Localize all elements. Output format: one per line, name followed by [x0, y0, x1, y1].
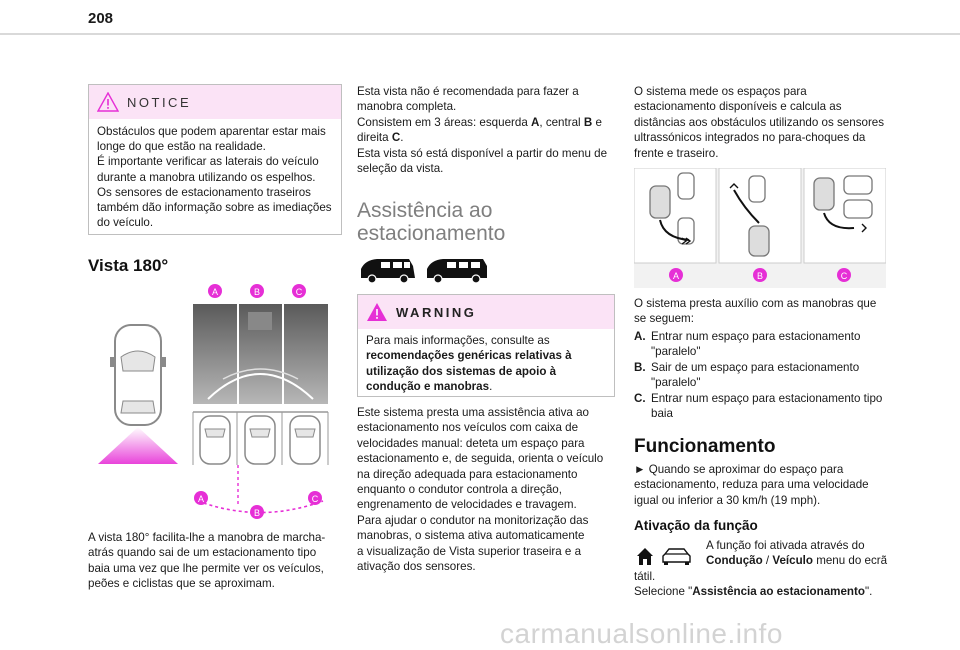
body-line: Para ajudar o condutor na monitorização das	[357, 513, 589, 527]
caption-line: atrás quando sai de um estacionamento tipo	[88, 546, 317, 560]
svg-text:B: B	[253, 508, 261, 518]
warning-line: condução e manobras.	[366, 380, 493, 394]
intro-line: O sistema presta auxílio com as manobras que	[634, 297, 877, 310]
intro-line: seleção da vista.	[357, 162, 444, 176]
warning-line: utilização dos sistemas de apoio à	[366, 364, 557, 378]
intro-line-right: direita C.	[357, 131, 404, 145]
body-line: enquanto o condutor controla a direção,	[357, 483, 562, 497]
assist-title-line: estacionamento	[357, 222, 506, 245]
caption-line: baia uma vez que lhe permite ver os veículos,	[88, 561, 324, 575]
vista-heading: Vista 180°	[88, 256, 169, 275]
warning-triangle-icon	[366, 302, 388, 322]
vista-caption	[88, 530, 348, 592]
body-line: ativação dos sensores.	[357, 560, 476, 574]
ativacao-line: tátil.	[634, 570, 656, 583]
label-b-top	[250, 284, 264, 298]
funcionamento-line: estacionamento, reduza para uma velocidade	[634, 478, 869, 492]
label-c-bottom	[308, 491, 322, 505]
notice-header	[89, 85, 341, 119]
label-c-top	[292, 284, 306, 298]
warning-title: WARNING	[396, 304, 477, 320]
body-line: estacionamento e, de seguida, orienta o veículo	[357, 452, 604, 466]
svg-text:B: B	[756, 271, 764, 281]
svg-text:C: C	[840, 271, 848, 281]
van-icon	[361, 259, 415, 283]
car-menu-icon	[663, 549, 690, 565]
svg-text:A: A	[197, 494, 205, 504]
list-item: A. Entrar num espaço para estacionamento "paralelo"	[634, 330, 861, 359]
body-line: na direção adequada para estacionamento	[357, 467, 578, 481]
car-rear-view	[98, 325, 178, 464]
ativacao-line: Condução / Veículo menu do ecrã	[706, 554, 888, 568]
vehicle-icons	[357, 256, 489, 286]
notice-box	[88, 84, 342, 235]
ativacao-heading: Ativação da função	[634, 518, 758, 533]
svg-text:C: C	[311, 494, 319, 504]
notice-line: longe do que estão na realidade.	[97, 140, 266, 154]
intro-line: ultrassónicos integrados no para-choques da	[634, 131, 866, 145]
warning-line: recomendações genéricas relativas à	[366, 349, 572, 363]
caption-line: peões e ciclistas que se aproximam.	[88, 577, 275, 591]
warning-triangle-icon	[97, 92, 119, 112]
parking-maneuvers-figure	[634, 168, 886, 288]
warning-line: Para mais informações, consulte as	[366, 334, 550, 347]
body-line: estacionamento nos veículos com caixa de	[357, 421, 579, 435]
vista-180-figure	[88, 279, 342, 527]
ativacao-line: Selecione "Assistência ao estacionamento".	[634, 585, 873, 599]
funcionamento-line: ► Quando se aproximar do espaço para	[634, 463, 844, 476]
watermark: carmanualsonline.info	[500, 618, 783, 649]
intro-line: Esta vista não é recomendada para fazer a	[357, 85, 579, 98]
list-item: B. Sair de um espaço para estacionamento "paralelo"	[634, 360, 860, 390]
list-item: C. Entrar num espaço para estacionamento tipo baia	[634, 391, 883, 421]
intro-line: Esta vista só está disponível a partir do menu de	[357, 146, 608, 160]
body-line: a visualização de Vista superior traseira e a	[357, 544, 582, 558]
col3-intro	[634, 84, 899, 161]
svg-text:A: A	[672, 271, 680, 281]
body-line: manobras, o sistema ativa automaticamente	[357, 529, 585, 543]
notice-line: Os sensores de estacionamento traseiros	[97, 185, 311, 199]
col2-intro	[357, 84, 622, 176]
warning-body	[358, 329, 614, 399]
warning-header	[358, 295, 614, 329]
label-a	[669, 268, 683, 282]
assist-title-line: Assistência ao	[357, 199, 493, 222]
col2-body	[357, 405, 622, 574]
notice-body	[89, 119, 341, 235]
notice-line: do veículo.	[97, 216, 154, 230]
assist-title	[357, 199, 505, 245]
intro-line-areas: Consistem em 3 áreas: esquerda A, central B e	[357, 115, 602, 129]
svg-text:A: A	[211, 287, 219, 297]
label-a-top	[208, 284, 222, 298]
intro-line: estacionamento disponíveis e calcula as	[634, 100, 842, 114]
intro-line: frente e traseiro.	[634, 146, 719, 160]
notice-title: NOTICE	[127, 94, 192, 110]
intro-line: se seguem:	[634, 312, 694, 326]
ativacao-text-right	[706, 538, 906, 569]
top-divider	[0, 33, 960, 35]
label-a-bottom	[194, 491, 208, 505]
body-line: Este sistema presta uma assistência ativa ao	[357, 406, 589, 419]
body-line: engrenamento de velocidades e travagem.	[357, 498, 577, 512]
page-number: 208	[88, 10, 114, 27]
camera-view	[193, 304, 328, 404]
col3-list-intro	[634, 296, 899, 327]
home-icon	[637, 548, 653, 565]
label-b-bottom	[250, 505, 264, 519]
menu-icons	[634, 544, 694, 568]
label-b	[753, 268, 767, 282]
warning-box	[357, 294, 615, 397]
notice-line: também dão informação sobre as imediações	[97, 201, 332, 215]
ativacao-line: A função foi ativada através do	[706, 539, 865, 552]
van-long-icon	[427, 259, 487, 283]
notice-line: Obstáculos que podem aparentar estar mais	[97, 125, 326, 138]
notice-line: É importante verificar as laterais do veículo	[97, 155, 319, 169]
notice-line: durante a manobra utilizando os espelhos.	[97, 170, 316, 184]
funcionamento-body	[634, 462, 899, 508]
funcionamento-line: igual ou inferior a 30 km/h (19 mph).	[634, 493, 821, 507]
caption-line: A vista 180° facilita-lhe a manobra de marcha-	[88, 531, 326, 544]
parking-bays	[193, 412, 328, 513]
intro-line: distâncias aos obstáculos utilizando os sensores	[634, 115, 885, 129]
intro-line: manobra completa.	[357, 100, 457, 114]
svg-text:C: C	[295, 287, 303, 297]
intro-line: O sistema mede os espaços para	[634, 85, 807, 98]
ativacao-text-bottom	[634, 569, 899, 600]
maneuver-list	[634, 329, 894, 421]
body-line: velocidades manual: deteta um espaço para	[357, 436, 585, 450]
label-c	[837, 268, 851, 282]
svg-text:B: B	[253, 287, 261, 297]
funcionamento-heading: Funcionamento	[634, 436, 776, 457]
